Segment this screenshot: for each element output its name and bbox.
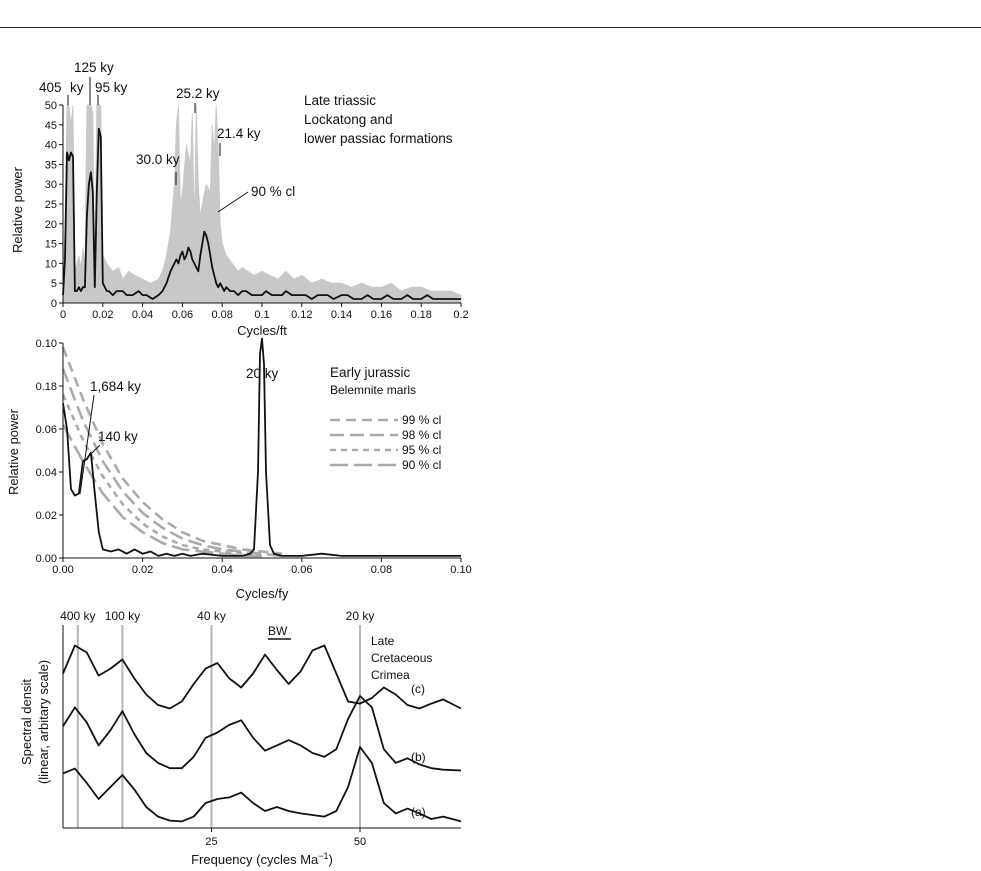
p2-cl-curve-2 [63, 369, 282, 556]
p3-title-line-1: Late [371, 634, 395, 648]
p2-legend-label: 90 % cl [402, 458, 442, 472]
p1-y-tick-label: 40 [44, 139, 57, 152]
p3-title-line-3: Crimea [371, 668, 410, 682]
p2-x-tick-label: 0.00 [52, 564, 74, 576]
p1-peak-label-21-4: 21.4 ky [217, 126, 261, 141]
p1-y-tick-label: 25 [44, 199, 57, 211]
p3-bw-label: BW [268, 624, 288, 638]
p2-peak-label-140ky: 140 ky [98, 429, 138, 444]
p1-peak-label-30-0: 30.0 ky [136, 152, 180, 167]
p1-title-line-2: Lockatong and [304, 112, 393, 127]
p1-x-tick-label: 0.02 [92, 309, 114, 321]
p2-legend-label: 98 % cl [402, 428, 442, 442]
p1-peak-label-405: 405 [39, 80, 62, 95]
p1-peak-label-25-2: 25.2 ky [176, 86, 220, 101]
p2-title-line-1: Early jurassic [330, 365, 411, 380]
p2-y-tick-label: 0.04 [35, 467, 57, 479]
p2-legend [330, 413, 441, 472]
p2-x-tick-label: 0.10 [450, 564, 472, 576]
p3-top-label: 20 ky [345, 609, 375, 623]
p3-curve-label-c: (c) [411, 682, 425, 696]
p3-x-tick-label: 50 [353, 836, 367, 848]
p1-x-tick-label: 0.04 [131, 309, 154, 321]
p1-peak-label-95: 95 ky [95, 80, 128, 95]
p1-peak-label-125: 125 ky [74, 60, 114, 75]
p1-y-tick-label: 10 [44, 258, 57, 271]
p1-leader-lines [68, 77, 248, 212]
p2-peak-label-1684ky: 1,684 ky [90, 379, 142, 394]
p3-top-label: 100 ky [104, 609, 141, 623]
panel-early-jurassic [6, 338, 472, 601]
p2-title-line-2: Belemnite marls [330, 383, 417, 397]
p1-y-tick-label: 35 [44, 159, 57, 172]
p2-y-tick-label: 0.00 [35, 553, 57, 565]
p2-y-tick-label: 0.02 [35, 510, 57, 522]
p2-y-tick-label: 0.18 [35, 381, 57, 393]
p2-x-tick-label: 0.02 [131, 564, 154, 576]
p1-y-tick-label: 45 [44, 119, 57, 132]
p1-x-tick-label: 0.08 [211, 309, 233, 321]
p1-y-tick-label: 20 [44, 218, 57, 231]
p3-top-label: 400 ky [60, 609, 96, 623]
p1-y-tick-label: 50 [44, 100, 57, 112]
p2-x-tick-label: 0.08 [370, 564, 393, 576]
p3-curve-label-a: (a) [411, 805, 426, 819]
p1-x-tick-label: 0.18 [410, 309, 432, 321]
p1-x-tick-label: 0.06 [171, 309, 194, 321]
p1-title-line-3: lower passiac formations [304, 131, 453, 146]
p1-y-tick-label: 0 [50, 298, 57, 310]
p1-x-tick-label: 0.1 [254, 309, 270, 321]
p3-ylabel-line-2: (linear, arbitary scale) [36, 659, 51, 785]
panel-late-cretaceous [19, 609, 461, 867]
p1-peak-label-ky: ky [70, 80, 84, 95]
p1-y-tick-label: 30 [44, 179, 57, 192]
p2-legend-label: 95 % cl [402, 443, 442, 457]
p2-xlabel: Cycles/fy [235, 586, 289, 601]
p3-ylabel-line-1: Spectral densit [19, 679, 34, 765]
p3-x-tick-label: 25 [205, 836, 218, 848]
p1-xlabel: Cycles/ft [237, 323, 287, 338]
p3-title-line-2: Cretaceous [371, 651, 433, 665]
p2-legend-label: 99 % cl [402, 413, 442, 427]
p1-x-tick-label: 0 [59, 309, 67, 321]
p1-y-tick-label: 5 [50, 278, 57, 291]
panel-late-triassic [10, 60, 469, 338]
p3-xlabel: Frequency (cycles $Ma^{-1}$) [191, 851, 333, 867]
p1-y-tick-label: 15 [44, 238, 57, 251]
p2-peak-label-20ky: 20 ky [246, 366, 279, 381]
p2-ylabel: Relative power [6, 409, 21, 495]
p3-curve-label-b: (b) [411, 750, 426, 764]
p1-x-tick-label: 0.2 [453, 309, 469, 321]
p3-reference-lines [60, 609, 374, 828]
p2-y-tick-label: 0.10 [35, 338, 57, 350]
p1-title-line-1: Late triassic [304, 93, 377, 108]
p1-ylabel: Relative power [10, 167, 25, 253]
p1-x-tick-label: 0.14 [330, 309, 353, 321]
p2-x-tick-label: 0.04 [211, 564, 233, 576]
p2-y-tick-label: 0.06 [35, 424, 57, 436]
p2-x-tick-label: 0.06 [291, 564, 313, 576]
p1-cl-annotation: 90 % cl [251, 184, 296, 199]
p1-x-tick-label: 0.12 [291, 309, 313, 321]
p1-x-tick-label: 0.16 [370, 309, 393, 321]
p3-top-label: 40 ky [197, 609, 226, 623]
p2-leader-lines [80, 395, 100, 494]
